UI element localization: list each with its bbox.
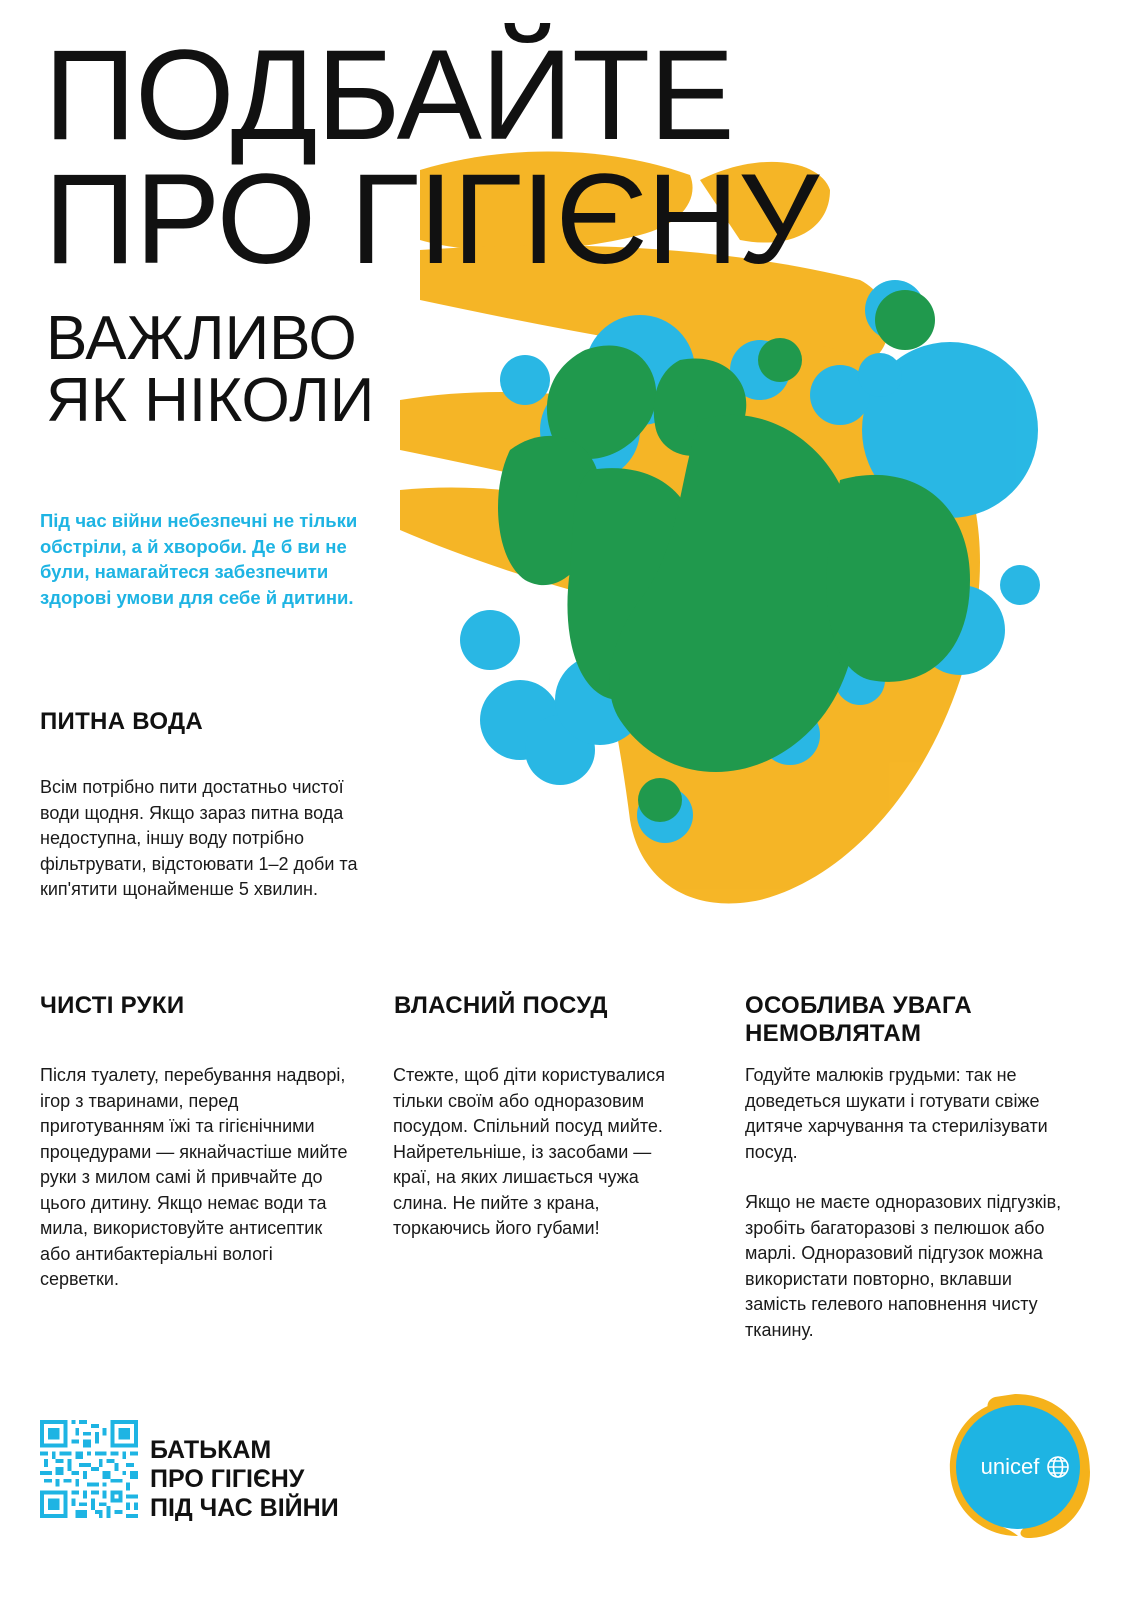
intro-text: Під час війни небезпечні не тільки обстріли, а й хвороби. Де б ви не були, намагайтеся забезпечити здорові умови для себе й дитини. (40, 510, 358, 608)
hands-paragraph: Після туалету, перебування надворі, ігор з тваринами, перед приготуванням їжі та гігієнічними процедурами — якнайчастіше мийте руки з милом самі й привчайте до цього дитину. Якщо немає води та мила, використовуйте антисептик або антибактеріальні вологі серветки. (40, 1065, 348, 1289)
headline (44, 24, 819, 291)
subheadline-line-2: ЯК НІКОЛИ (46, 366, 375, 435)
headline-line-2: ПРО ГІГІЄНУ (44, 148, 819, 291)
footer-line-1: БАТЬКАМ (150, 1436, 272, 1464)
section-title-hands: ЧИСТІ РУКИ (40, 992, 185, 1019)
subheadline-line-1: ВАЖЛИВО (46, 304, 357, 373)
infants-paragraph-2: Якщо не маєте одноразових підгузків, зробіть багаторазові з пелюшок або марлі. Одноразовий підгузок можна використати повторно, вклавши замість гелевого наповнення чисту тканину. (745, 1192, 1062, 1340)
section-body-dishes (393, 1063, 693, 1267)
infants-paragraph-1: Годуйте малюків грудьми: так не доведеться шукати і готувати свіже дитяче харчування та стерилізувати посуд. (745, 1065, 1048, 1162)
water-paragraph: Всім потрібно пити достатньо чистої води щодня. Якщо зараз питна вода недоступна, іншу воду потрібно фільтрувати, відстоювати 1–2 доби та кип'ятити щонайменше 5 хвилин. (40, 777, 358, 899)
section-title-infants: ОСОБЛИВА УВАГА НЕМОВЛЯТАМ (745, 992, 972, 1047)
footer-line-3: ПІД ЧАС ВІЙНИ (150, 1494, 339, 1522)
section-body-water (40, 775, 365, 928)
headline-line-1: ПОДБАЙТЕ (44, 24, 734, 167)
section-title-water: ПИТНА ВОДА (40, 708, 204, 735)
unicef-logo (940, 1390, 1090, 1540)
dishes-paragraph: Стежте, щоб діти користувалися тільки своїм або одноразовим посудом. Спільний посуд мийте. Найретельніше, із засобами — краї, на яких лишається чужа слина. Не пийте з крана, торкаючись його губами! (393, 1065, 665, 1238)
qr-code-icon[interactable] (40, 1420, 138, 1518)
footer-line-2: ПРО ГІГІЄНУ (150, 1465, 305, 1493)
section-body-hands (40, 1063, 350, 1318)
section-title-dishes: ВЛАСНИЙ ПОСУД (394, 992, 608, 1019)
unicef-wordmark: unicef (980, 1454, 1040, 1479)
section-body-infants (745, 1063, 1075, 1368)
footer-title (150, 1436, 339, 1523)
subheadline (46, 304, 375, 435)
